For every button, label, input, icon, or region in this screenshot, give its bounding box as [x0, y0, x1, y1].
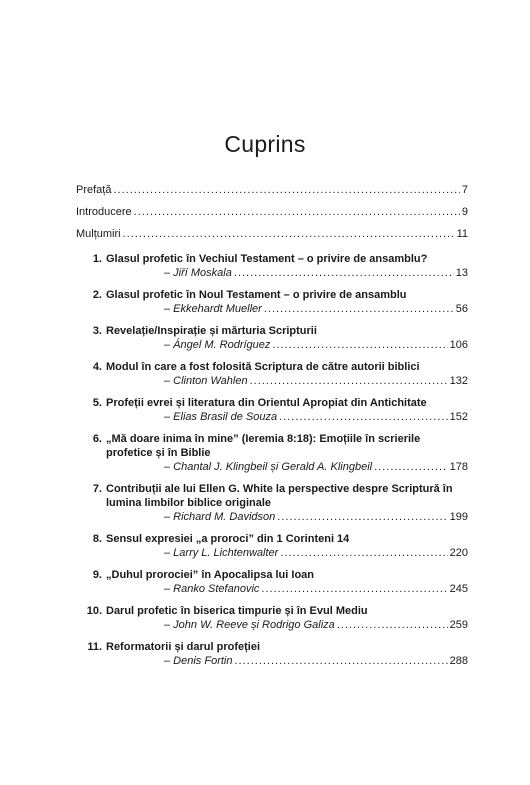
- chapter-page: 245: [449, 583, 468, 595]
- chapter-author-line: [76, 582, 468, 596]
- chapter-author-line: [76, 374, 468, 388]
- chapter-author: – Larry L. Lichtenwalter: [164, 547, 279, 559]
- dot-leader: [272, 338, 447, 352]
- chapter-page: 13: [455, 267, 468, 279]
- chapter-title: Revelație/Inspirație și mărturia Scripturii: [106, 325, 317, 337]
- chapter-page: 288: [449, 655, 468, 667]
- front-matter-list: [76, 183, 468, 241]
- chapter-title: Reformatorii și darul profeției: [106, 641, 261, 653]
- chapter-number: 7.: [92, 483, 102, 495]
- chapter-title-line: [76, 288, 468, 302]
- chapter-number: 1.: [92, 253, 102, 265]
- chapter-author: – Clinton Wahlen: [164, 375, 248, 387]
- chapter-author: – Ekkehardt Mueller: [164, 303, 262, 315]
- dot-leader: [123, 227, 455, 241]
- chapter-number: 4.: [92, 361, 102, 373]
- chapter-entry: [76, 432, 468, 474]
- chapter-title-line: [76, 252, 468, 266]
- dot-leader: [261, 582, 447, 596]
- chapter-author-line: [76, 338, 468, 352]
- dot-leader: [374, 460, 448, 474]
- chapter-title: Sensul expresiei „a proroci” din 1 Corinteni 14: [106, 533, 350, 545]
- chapter-page: 259: [449, 619, 468, 631]
- chapter-author: – John W. Reeve și Rodrigo Galiza: [164, 619, 335, 631]
- toc-entry: [76, 205, 468, 219]
- table-of-contents: [76, 183, 468, 676]
- chapter-number: 10.: [86, 605, 102, 617]
- chapter-title-continuation: profetice și în Biblie: [106, 447, 211, 459]
- toc-entry-label: Mulțumiri: [76, 228, 121, 240]
- chapter-number: 2.: [92, 289, 102, 301]
- chapter-title: „Mă doare inima în mine” (Ieremia 8:18): Emoțiile în scrierile: [106, 433, 421, 445]
- dot-leader: [234, 266, 454, 280]
- chapter-entry: [76, 324, 468, 352]
- dot-leader: [264, 302, 454, 316]
- chapter-title-line: [76, 532, 468, 546]
- chapter-title: Contribuții ale lui Ellen G. White la perspective despre Scriptură în: [106, 483, 453, 495]
- chapter-author-line: [76, 654, 468, 668]
- chapter-page: 56: [455, 303, 468, 315]
- chapter-title-line: [76, 640, 468, 654]
- toc-entry: [76, 227, 468, 241]
- chapter-number: 6.: [92, 433, 102, 445]
- chapter-title: Darul profetic în biserica timpurie și în Evul Mediu: [106, 605, 368, 617]
- chapter-author-line: [76, 460, 468, 474]
- chapter-entry: [76, 482, 468, 524]
- page-title: Cuprins: [224, 131, 306, 157]
- chapter-entry: [76, 532, 468, 560]
- dot-leader: [277, 510, 447, 524]
- chapter-author-line: [76, 410, 468, 424]
- chapter-title-line: [76, 396, 468, 410]
- dot-leader: [134, 205, 460, 219]
- chapter-page: 152: [449, 411, 468, 423]
- dot-leader: [337, 618, 448, 632]
- chapter-title-continuation: lumina limbilor biblice originale: [106, 497, 272, 509]
- chapter-entry: [76, 604, 468, 632]
- dot-leader: [279, 410, 448, 424]
- chapter-entry: [76, 568, 468, 596]
- chapter-title-line: [76, 604, 468, 618]
- chapter-title-line: [76, 482, 468, 496]
- chapter-author: – Ángel M. Rodríguez: [164, 339, 271, 351]
- chapter-number: 9.: [92, 569, 102, 581]
- chapter-title-line: [76, 568, 468, 582]
- chapter-author: – Jiří Moskala: [164, 267, 232, 279]
- chapter-title: Glasul profetic în Noul Testament – o privire de ansamblu: [106, 289, 407, 301]
- chapter-title-line: [76, 324, 468, 338]
- chapter-title: Glasul profetic în Vechiul Testament – o privire de ansamblu?: [106, 253, 428, 265]
- chapter-author: – Denis Fortin: [164, 655, 233, 667]
- chapter-page: 132: [449, 375, 468, 387]
- chapter-page: 178: [449, 461, 468, 473]
- chapter-author: – Elias Brasil de Souza: [164, 411, 278, 423]
- chapter-author-line: [76, 302, 468, 316]
- chapter-page: 220: [449, 547, 468, 559]
- chapter-title-line: [76, 432, 468, 446]
- dot-leader: [280, 546, 447, 560]
- toc-entry-page: 7: [461, 184, 468, 196]
- dot-leader: [234, 654, 447, 668]
- toc-entry-label: Prefață: [76, 184, 112, 196]
- chapter-author: – Ranko Stefanovic: [164, 583, 260, 595]
- dot-leader: [113, 183, 459, 197]
- toc-entry: [76, 183, 468, 197]
- chapter-author-line: [76, 546, 468, 560]
- chapter-entry: [76, 640, 468, 668]
- chapter-number: 3.: [92, 325, 102, 337]
- toc-entry-label: Introducere: [76, 206, 132, 218]
- chapter-entry: [76, 288, 468, 316]
- chapter-entry: [76, 252, 468, 280]
- chapter-author: – Richard M. Davidson: [164, 511, 276, 523]
- chapter-title: Modul în care a fost folosită Scriptura de către autorii biblici: [106, 361, 420, 373]
- chapter-author: – Chantal J. Klingbeil și Gerald A. Klingbeil: [164, 461, 373, 473]
- chapter-author-line: [76, 266, 468, 280]
- chapter-number: 11.: [87, 641, 102, 653]
- dot-leader: [250, 374, 448, 388]
- chapter-entry: [76, 360, 468, 388]
- toc-entry-page: 11: [456, 228, 468, 240]
- chapter-title: Profeții evrei și literatura din Orientul Apropiat din Antichitate: [106, 397, 427, 409]
- chapter-number: 8.: [92, 533, 102, 545]
- chapter-page: 199: [449, 511, 468, 523]
- toc-entry-page: 9: [461, 206, 468, 218]
- chapter-number: 5.: [92, 397, 102, 409]
- chapter-title-line: [76, 360, 468, 374]
- chapter-list: [76, 252, 468, 668]
- chapter-entry: [76, 396, 468, 424]
- chapter-author-line: [76, 510, 468, 524]
- chapter-author-line: [76, 618, 468, 632]
- chapter-title: „Duhul prorociei” în Apocalipsa lui Ioan: [106, 569, 315, 581]
- chapter-page: 106: [449, 339, 468, 351]
